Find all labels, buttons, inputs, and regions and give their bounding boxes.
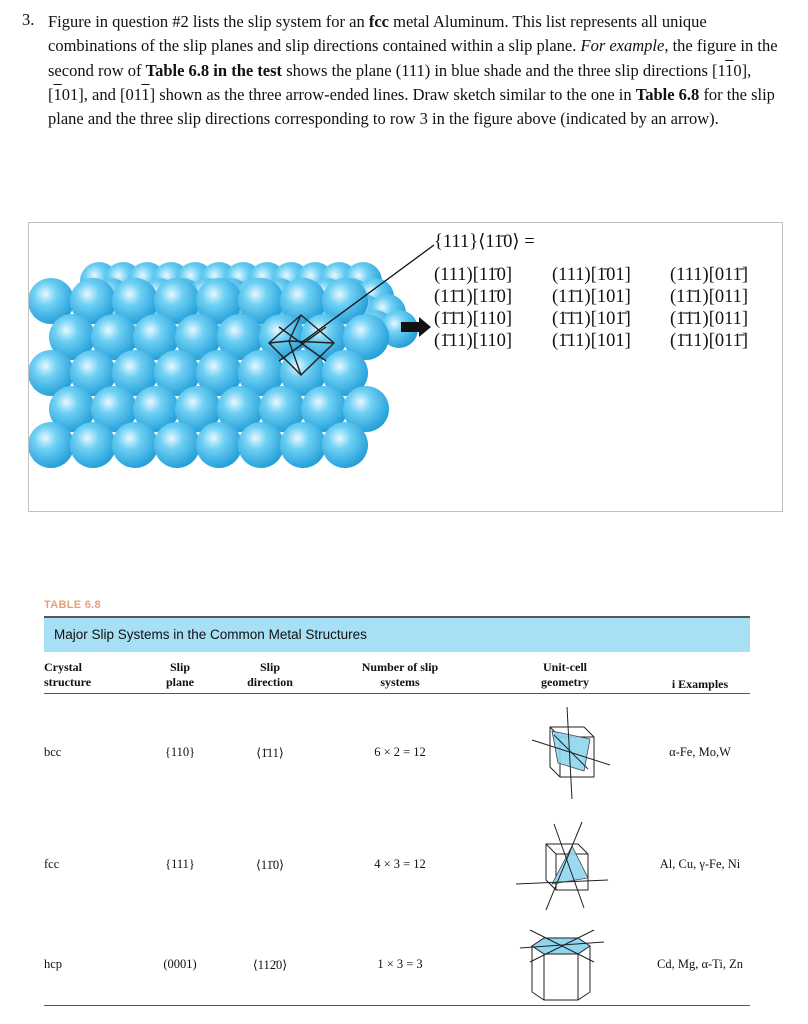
slip-family-label: {111}⟨11̄0⟩ = (434, 232, 535, 252)
header-slip-plane: Slip plane (165, 660, 194, 689)
table-row-hcp-number: 1 × 3 = 3 (377, 957, 423, 971)
atom-sphere (196, 422, 242, 468)
atom-sphere (238, 422, 284, 468)
header-number-of-slip-systems: Number of slip systems (361, 660, 439, 689)
table-label: TABLE 6.8 (44, 599, 101, 611)
table-row-bcc-structure: bcc (44, 745, 62, 759)
atom-sphere (29, 422, 74, 468)
header-slip-direction: Slip direction (247, 660, 293, 689)
slip-row-3: (1̄1̄1)[110] (1̄1̄1)[101̄] (1̄1̄1)[011] (434, 309, 749, 329)
slip-row-2: (11̄1)[11̄0] (11̄1)[101] (11̄1)[011] (434, 287, 749, 307)
question-number: 3. (22, 10, 35, 29)
atom-sphere (70, 422, 116, 468)
fcc-unit-cell-icon (512, 818, 612, 918)
table-row-fcc-structure: fcc (44, 857, 60, 871)
slip-row-1: (111)[11̄0] (111)[1̄01] (111)[011̄] (434, 265, 749, 285)
bcc-unit-cell-icon (522, 705, 612, 800)
hcp-unit-cell-icon (516, 920, 608, 1002)
table-row-bcc-number: 6 × 2 = 12 (374, 745, 426, 759)
table-bottom-rule (44, 1005, 750, 1006)
atom-sphere (112, 422, 158, 468)
table-caption: Major Slip Systems in the Common Metal Structures (54, 627, 367, 642)
table-row-hcp-direction: ⟨112̄0⟩ (252, 958, 288, 972)
table-row-fcc-direction: ⟨11̄0⟩ (255, 858, 285, 872)
atom-sphere (280, 422, 326, 468)
header-rule (44, 693, 750, 694)
atom-sphere (322, 422, 368, 468)
table-caption-band (44, 618, 750, 652)
sphere-stack (29, 262, 418, 468)
table-row-hcp-structure: hcp (44, 957, 63, 971)
atom-sphere (154, 422, 200, 468)
table-row-bcc-plane: {110} (164, 745, 196, 759)
table-row-fcc-examples: Al, Cu, γ-Fe, Ni (659, 857, 741, 871)
table-row-hcp-examples: Cd, Mg, α-Ti, Zn (657, 957, 743, 971)
table-row-bcc-examples: α-Fe, Mo,W (669, 745, 731, 759)
header-unit-cell-geometry: Unit-cell geometry (541, 660, 589, 689)
slip-row-4: (1̄11)[110] (1̄11)[101] (1̄11)[011̄] (434, 331, 749, 351)
table-row-fcc-plane: {111} (165, 857, 195, 871)
table-row-bcc-direction: ⟨1̄11⟩ (256, 746, 284, 760)
table-row-hcp-plane: (0001) (163, 957, 197, 971)
header-examples: i Examples (671, 677, 729, 691)
header-crystal-structure: Crystal structure (44, 660, 92, 689)
question-text: Figure in question #2 lists the slip system for an fcc metal Aluminum. This list represents all unique combinations of the slip planes and slip directions contained within a slip plane. For example, the figure in the second row of Table 6.8 in the test shows the plane (111) in blue shade and the three slip directions [110], [101], and [011] shown as the three arrow-ended lines. Draw sketch similar to the one in Table 6.8 for the slip plane and the three slip directions corresponding to row 3 in the figure above (indicated by an arrow). (48, 12, 778, 129)
table-row-fcc-number: 4 × 3 = 12 (374, 857, 426, 871)
fcc-slip-figure (28, 222, 783, 512)
